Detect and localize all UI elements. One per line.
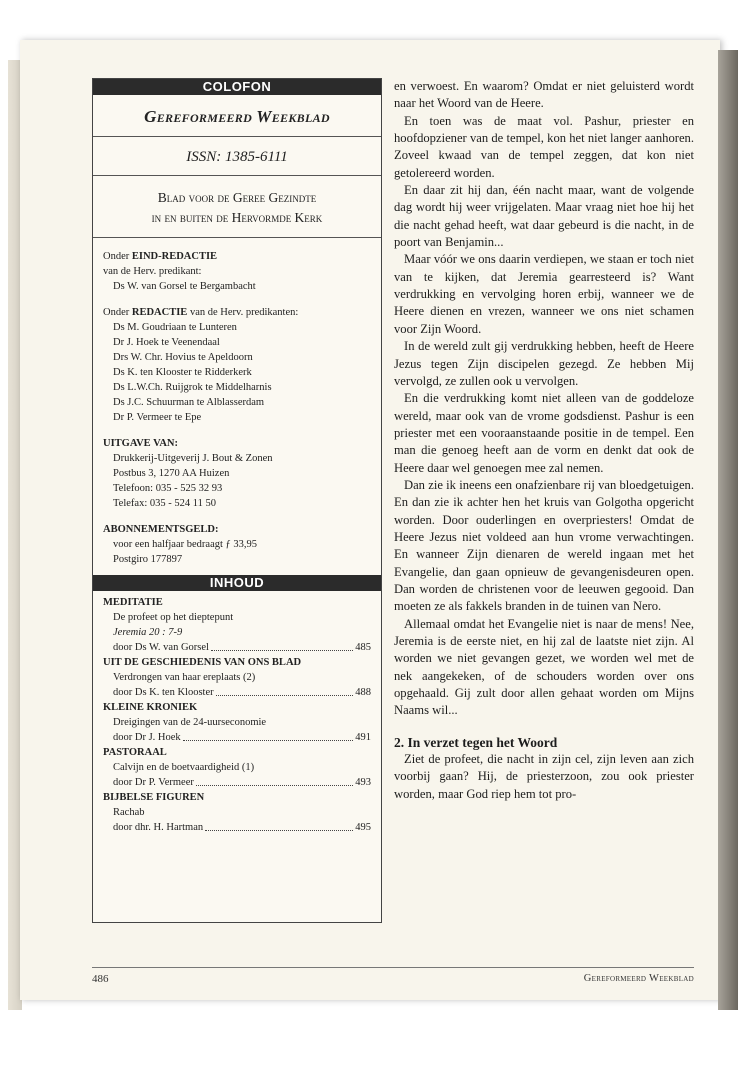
toc-page-number: 491: [355, 732, 371, 743]
article-paragraph: Allemaal omdat het Evangelie niet is naar de mens! Nee, Jeremia is de eerste niet, en hij zal de laatste niet zijn. Al worden we niet gevangen gezet, we worden wel met de nek aangekeken, of de schouders worden over ons opgehaald. Gij zult door allen gehaat worden om Mijns Naams wil...: [394, 616, 694, 718]
leader-dots: [205, 820, 353, 831]
toc-author-row: [103, 640, 371, 655]
toc-entry: [103, 790, 371, 835]
redactie-name: Dr J. Hoek te Veenendaal: [113, 337, 220, 348]
redactie-name: Dr P. Vermeer te Epe: [113, 412, 202, 423]
uitgave-line: Postbus 3, 1270 AA Huizen: [113, 468, 230, 479]
toc-bible-reference: Jeremia 20 : 7-9: [113, 627, 183, 638]
toc-author: door Dr J. Hoek: [113, 732, 181, 743]
toc-section-title: KLEINE KRONIEK: [103, 702, 198, 713]
divider: [93, 136, 381, 137]
toc-article-title: De profeet op het dieptepunt: [113, 612, 234, 623]
article-paragraph: En daar zit hij dan, één nacht maar, want de volgende dag wordt hij weer vrijgelaten. Maar vraag niet hoe hij het die nacht gehad heeft, wat daar gebeurd is die nacht, in de poort van Benjamin...: [394, 183, 694, 250]
table-of-contents: [93, 591, 381, 835]
abonnement-line: Postgiro 177897: [113, 554, 183, 565]
toc-article-title: Rachab: [113, 807, 145, 818]
redactie-name: Ds K. ten Klooster te Ridderkerk: [113, 367, 252, 378]
toc-page-number: 495: [355, 822, 371, 833]
toc-author-row: [103, 775, 371, 790]
article-paragraph: En die verdrukking komt niet alleen van de goddeloze wereld, maar ook van de vrome godsdienst. Pashur is een priester met een vooraanstaande positie in de tempel. Een man die genoeg heeft aan de vorm en denkt dat ook de Heere daar wel genoegen mee zal nemen.: [394, 391, 694, 475]
issn: ISSN: 1385-6111: [186, 149, 288, 165]
leader-dots: [183, 730, 354, 741]
toc-section-title: BIJBELSE FIGUREN: [103, 792, 205, 803]
redactie-section: [103, 305, 371, 425]
running-title: Gereformeerd Weekblad: [583, 973, 694, 984]
uitgave-line: Drukkerij-Uitgeverij J. Bout & Zonen: [113, 453, 273, 464]
toc-author: door Ds K. ten Klooster: [113, 687, 214, 698]
toc-article-title: Dreigingen van de 24-uurseconomie: [113, 717, 267, 728]
article-column: [394, 78, 694, 803]
page-number: 486: [92, 973, 109, 985]
toc-section-title: PASTORAAL: [103, 747, 167, 758]
subtitle-line: in en buiten de Hervormde Kerk: [151, 210, 323, 225]
toc-page-number: 493: [355, 777, 371, 788]
redactie-name: Ds M. Goudriaan te Lunteren: [113, 322, 237, 333]
uitgave-line: Telefax: 035 - 524 11 50: [113, 498, 216, 509]
abonnement-line: voor een halfjaar bedraagt ƒ 33,95: [113, 539, 258, 550]
divider: [93, 175, 381, 176]
article-paragraph: Maar vóór we ons daarin verdiepen, we staan er toch niet van te kijken, dat Jeremia gearresteerd is? Want verdrukking en vervolging horen erbij, wanneer we de Heere dienen en vrezen, wanneer we ons niet schamen voor Zijn Woord.: [394, 252, 694, 336]
section-heading: 2. In verzet tegen het Woord: [394, 734, 558, 750]
redactie-name: Ds L.W.Ch. Ruijgrok te Middelharnis: [113, 382, 272, 393]
abonnement-label: ABONNEMENTSGELD:: [103, 524, 219, 535]
eindredactie-section: [103, 249, 371, 294]
toc-author-row: [103, 730, 371, 745]
colofon-info: [93, 249, 381, 567]
colofon-header: COLOFON: [93, 79, 381, 95]
article-paragraph: en verwoest. En waarom? Omdat er niet geluisterd wordt naar het Woord van de Heere.: [394, 79, 694, 111]
toc-author: door Ds W. van Gorsel: [113, 642, 209, 653]
toc-author-row: [103, 685, 371, 700]
eindredactie-label: EIND-REDACTIE: [131, 251, 218, 262]
divider: [93, 237, 381, 238]
colofon-box: [92, 78, 382, 923]
toc-entry: [103, 745, 371, 790]
inhoud-header: INHOUD: [93, 575, 381, 591]
redactie-label: REDACTIE: [131, 307, 188, 318]
redactie-name: Drs W. Chr. Hovius te Apeldoorn: [113, 352, 253, 363]
toc-author: door Dr P. Vermeer: [113, 777, 194, 788]
article-paragraph: En toen was de maat vol. Pashur, priester en hoofdopziener van de tempel, kon het niet langer aanhoren. Zoveel kwaad van de tempel zeggen, dat kon niet getolereerd worden.: [394, 113, 694, 180]
article-paragraph: Dan zie ik ineens een onafzienbare rij van bloedgetuigen. En dan zie ik achter hen het kruis van Golgotha opgericht worden. Door ouderlingen en overpriesters! Omdat de Heere Jezus niet voldeed aan hun vrome verwachtingen. En wanneer Zijn dienaren de wereld ingaan met het Evangelie, dan gaan opnieuw de gevangenisdeuren open. Dan worden de christenen voor de leeuwen gegooid. Dan moeten ze als fakkels branden in de tuinen van Nero.: [394, 477, 694, 614]
subtitle: [93, 188, 381, 228]
eindredactie-name: Ds W. van Gorsel te Bergambacht: [113, 281, 256, 292]
masthead: Gereformeerd Weekblad: [144, 107, 330, 126]
abonnement-section: [103, 522, 371, 567]
toc-section-title: UIT DE GESCHIEDENIS VAN ONS BLAD: [103, 657, 302, 668]
toc-entry: [103, 700, 371, 745]
leader-dots: [211, 640, 353, 651]
redactie-name: Ds J.C. Schuurman te Alblasserdam: [113, 397, 265, 408]
toc-article-title: Verdrongen van haar ereplaats (2): [113, 672, 256, 683]
toc-entry: [103, 595, 371, 655]
eindredactie-prefix: Onder: [103, 251, 132, 262]
redactie-prefix: Onder: [103, 307, 132, 318]
subtitle-line: Blad voor de Geree Gezindte: [157, 190, 317, 205]
toc-article-title: Calvijn en de boetvaardigheid (1): [113, 762, 255, 773]
toc-entry: [103, 655, 371, 700]
footer-rule: [92, 967, 694, 968]
toc-author: door dhr. H. Hartman: [113, 822, 204, 833]
leader-dots: [216, 685, 354, 696]
article-paragraph: In de wereld zult gij verdrukking hebben, heeft de Heere Jezus tegen Zijn discipelen gezegd. Ze hebben Mij vervolgd, ze zullen ook u vervolgen.: [394, 339, 694, 388]
uitgave-section: [103, 436, 371, 511]
uitgave-label: UITGAVE VAN:: [103, 438, 178, 449]
eindredactie-role: van de Herv. predikant:: [103, 266, 202, 277]
book-spine-edge: [718, 50, 738, 1010]
toc-page-number: 488: [355, 687, 371, 698]
toc-page-number: 485: [355, 642, 371, 653]
redactie-suffix: van de Herv. predikanten:: [187, 307, 299, 318]
article-paragraph: Ziet de profeet, die nacht in zijn cel, zijn leven aan zich voorbij gaan? Hij, de priesterzoon, zou ook priester worden, maar God riep hem tot pro-: [394, 752, 694, 801]
toc-section-title: MEDITATIE: [103, 597, 163, 608]
leader-dots: [196, 775, 353, 786]
uitgave-line: Telefoon: 035 - 525 32 93: [113, 483, 223, 494]
toc-author-row: [103, 820, 371, 835]
